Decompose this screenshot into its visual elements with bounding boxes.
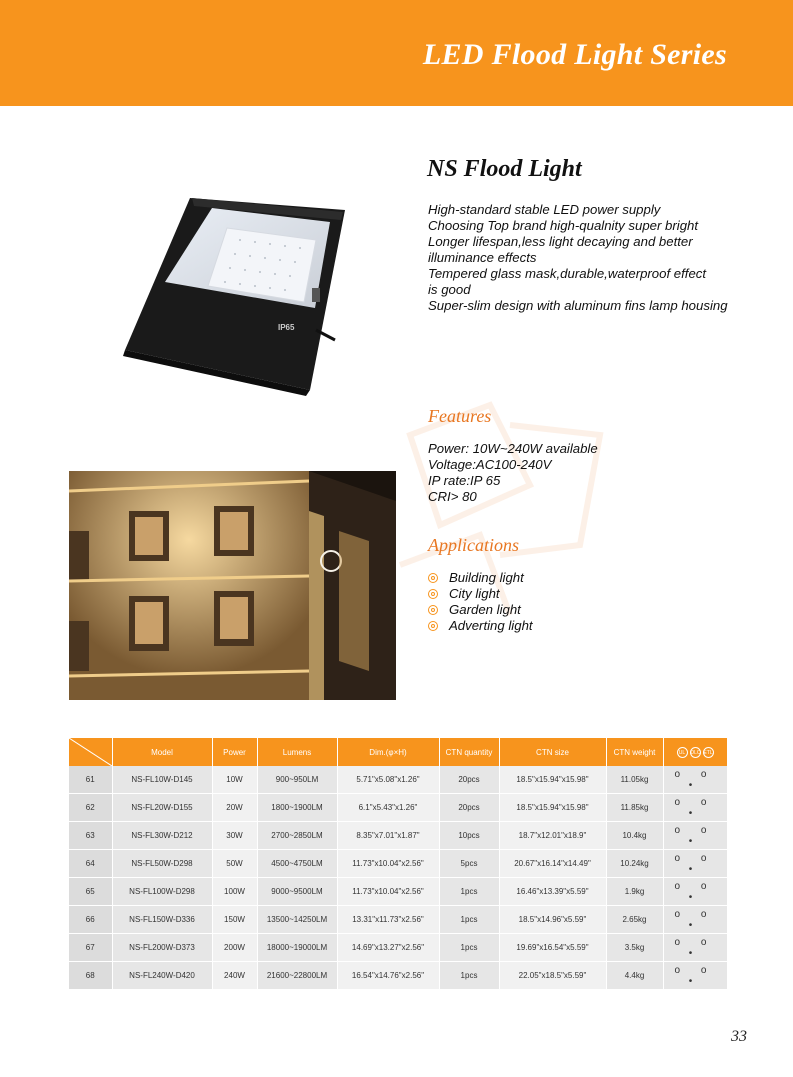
power-cell: 30W [212, 822, 257, 850]
feature-item: CRI> 80 [428, 489, 477, 504]
model-cell: NS-FL150W-D336 [112, 906, 212, 934]
ip65-label: IP65 [278, 323, 295, 332]
ctn-quantity-cell: 1pcs [439, 878, 499, 906]
ctn-quantity-cell: 20pcs [439, 766, 499, 794]
row-number: 66 [69, 906, 112, 934]
header-dim: Dim.(φ×H) [337, 738, 439, 766]
description-line: Choosing Top brand high-qualnity super bright [428, 218, 699, 233]
dim-cell: 8.35"x7.01"x1.87" [337, 822, 439, 850]
dim-cell: 6.1"x5.43"x1.26" [337, 794, 439, 822]
power-cell: 100W [212, 878, 257, 906]
cert-marks-cell: o o • [663, 906, 727, 934]
power-cell: 20W [212, 794, 257, 822]
features-heading: Features [428, 406, 492, 426]
model-cell: NS-FL50W-D298 [112, 850, 212, 878]
ctn-quantity-cell: 5pcs [439, 850, 499, 878]
ctn-size-cell: 16.46"x13.39"x5.59" [499, 878, 606, 906]
lumens-cell: 21600~22800LM [257, 962, 337, 990]
features-list [428, 441, 598, 505]
ctn-weight-cell: 11.05kg [606, 766, 663, 794]
ctn-size-cell: 22.05"x18.5"x5.59" [499, 962, 606, 990]
dim-cell: 16.54"x14.76"x2.56" [337, 962, 439, 990]
ctn-size-cell: 18.5"x15.94"x15.98" [499, 766, 606, 794]
ctn-size-cell: 18.5"x14.96"x5.59" [499, 906, 606, 934]
table-row [69, 962, 727, 990]
lumens-cell: 2700~2850LM [257, 822, 337, 850]
building-night-photo [69, 471, 396, 700]
row-number: 68 [69, 962, 112, 990]
circle-bullet-icon [428, 605, 438, 615]
row-number: 65 [69, 878, 112, 906]
header-ctn-size: CTN size [499, 738, 606, 766]
ctn-quantity-cell: 1pcs [439, 906, 499, 934]
power-cell: 240W [212, 962, 257, 990]
cert-marks-cell: o o • [663, 934, 727, 962]
power-cell: 50W [212, 850, 257, 878]
table-row [69, 850, 727, 878]
header-ctn-weight: CTN weight [606, 738, 663, 766]
application-item [428, 586, 533, 602]
application-item [428, 570, 533, 586]
model-cell: NS-FL240W-D420 [112, 962, 212, 990]
table-row [69, 822, 727, 850]
product-title: NS Flood Light [427, 156, 582, 182]
header-lumens: Lumens [257, 738, 337, 766]
table-row [69, 878, 727, 906]
row-number: 67 [69, 934, 112, 962]
cert-marks-cell: o o • [663, 794, 727, 822]
product-description [428, 202, 768, 314]
table-header-row [69, 738, 727, 766]
power-cell: 200W [212, 934, 257, 962]
model-cell: NS-FL10W-D145 [112, 766, 212, 794]
dim-cell: 13.31"x11.73"x2.56" [337, 906, 439, 934]
lumens-cell: 900~950LM [257, 766, 337, 794]
application-item [428, 618, 533, 634]
description-line: is good [428, 282, 471, 297]
ctn-weight-cell: 3.5kg [606, 934, 663, 962]
ul-cert-icon: UL [677, 747, 688, 758]
lumens-cell: 4500~4750LM [257, 850, 337, 878]
cert-marks-cell: o o • [663, 850, 727, 878]
ctn-weight-cell: 1.9kg [606, 878, 663, 906]
feature-item: Voltage:AC100-240V [428, 457, 552, 472]
cert-marks-cell: o o • [663, 962, 727, 990]
cert-marks-cell: o o • [663, 878, 727, 906]
row-number: 63 [69, 822, 112, 850]
etl-cert-icon: ETL [703, 747, 714, 758]
ctn-quantity-cell: 1pcs [439, 934, 499, 962]
model-cell: NS-FL30W-D212 [112, 822, 212, 850]
description-line: Longer lifespan,less light decaying and better [428, 234, 693, 249]
spec-table [69, 738, 728, 990]
cert-marks-cell: o o • [663, 766, 727, 794]
header-ctn-quantity: CTN quantity [439, 738, 499, 766]
table-row [69, 906, 727, 934]
ctn-quantity-cell: 1pcs [439, 962, 499, 990]
row-number: 64 [69, 850, 112, 878]
header-power: Power [212, 738, 257, 766]
cert-marks-cell: o o • [663, 822, 727, 850]
series-title: LED Flood Light Series [422, 38, 727, 71]
power-cell: 150W [212, 906, 257, 934]
circle-bullet-icon [428, 573, 438, 583]
ctn-size-cell: 20.67"x16.14"x14.49" [499, 850, 606, 878]
description-line: illuminance effects [428, 250, 537, 265]
dlc-cert-icon: DLC [690, 747, 701, 758]
header-certifications [663, 738, 727, 766]
corner-header-cell [69, 738, 112, 766]
description-line: High-standard stable LED power supply [428, 202, 661, 217]
lumens-cell: 9000~9500LM [257, 878, 337, 906]
description-line: Super-slim design with aluminum fins lamp housing [428, 298, 728, 313]
header-band [0, 0, 793, 106]
row-number: 62 [69, 794, 112, 822]
dim-cell: 5.71"x5.08"x1.26" [337, 766, 439, 794]
ctn-size-cell: 19.69"x16.54"x5.59" [499, 934, 606, 962]
circle-bullet-icon [428, 589, 438, 599]
ctn-size-cell: 18.5"x15.94"x15.98" [499, 794, 606, 822]
application-label: City light [449, 586, 500, 601]
header-model: Model [112, 738, 212, 766]
feature-item: IP rate:IP 65 [428, 473, 501, 488]
ctn-weight-cell: 10.24kg [606, 850, 663, 878]
description-line: Tempered glass mask,durable,waterproof effect [428, 266, 707, 281]
ctn-quantity-cell: 20pcs [439, 794, 499, 822]
applications-list [428, 570, 533, 634]
application-label: Garden light [449, 602, 521, 617]
flood-light-image [120, 190, 350, 400]
row-number: 61 [69, 766, 112, 794]
model-cell: NS-FL100W-D298 [112, 878, 212, 906]
dim-cell: 14.69"x13.27"x2.56" [337, 934, 439, 962]
table-row [69, 794, 727, 822]
dim-cell: 11.73"x10.04"x2.56" [337, 850, 439, 878]
lumens-cell: 13500~14250LM [257, 906, 337, 934]
table-row [69, 766, 727, 794]
ctn-weight-cell: 10.4kg [606, 822, 663, 850]
table-row [69, 934, 727, 962]
circle-bullet-icon [428, 621, 438, 631]
lumens-cell: 1800~1900LM [257, 794, 337, 822]
ctn-weight-cell: 11.85kg [606, 794, 663, 822]
feature-item: Power: 10W~240W available [428, 441, 598, 456]
ctn-quantity-cell: 10pcs [439, 822, 499, 850]
applications-heading: Applications [428, 535, 519, 555]
lumens-cell: 18000~19000LM [257, 934, 337, 962]
dim-cell: 11.73"x10.04"x2.56" [337, 878, 439, 906]
application-label: Adverting light [449, 618, 533, 633]
ctn-size-cell: 18.7"x12.01"x18.9" [499, 822, 606, 850]
application-item [428, 602, 533, 618]
application-label: Building light [449, 570, 524, 585]
page-number: 33 [731, 1028, 747, 1045]
ctn-weight-cell: 4.4kg [606, 962, 663, 990]
model-cell: NS-FL20W-D155 [112, 794, 212, 822]
model-cell: NS-FL200W-D373 [112, 934, 212, 962]
power-cell: 10W [212, 766, 257, 794]
ctn-weight-cell: 2.65kg [606, 906, 663, 934]
